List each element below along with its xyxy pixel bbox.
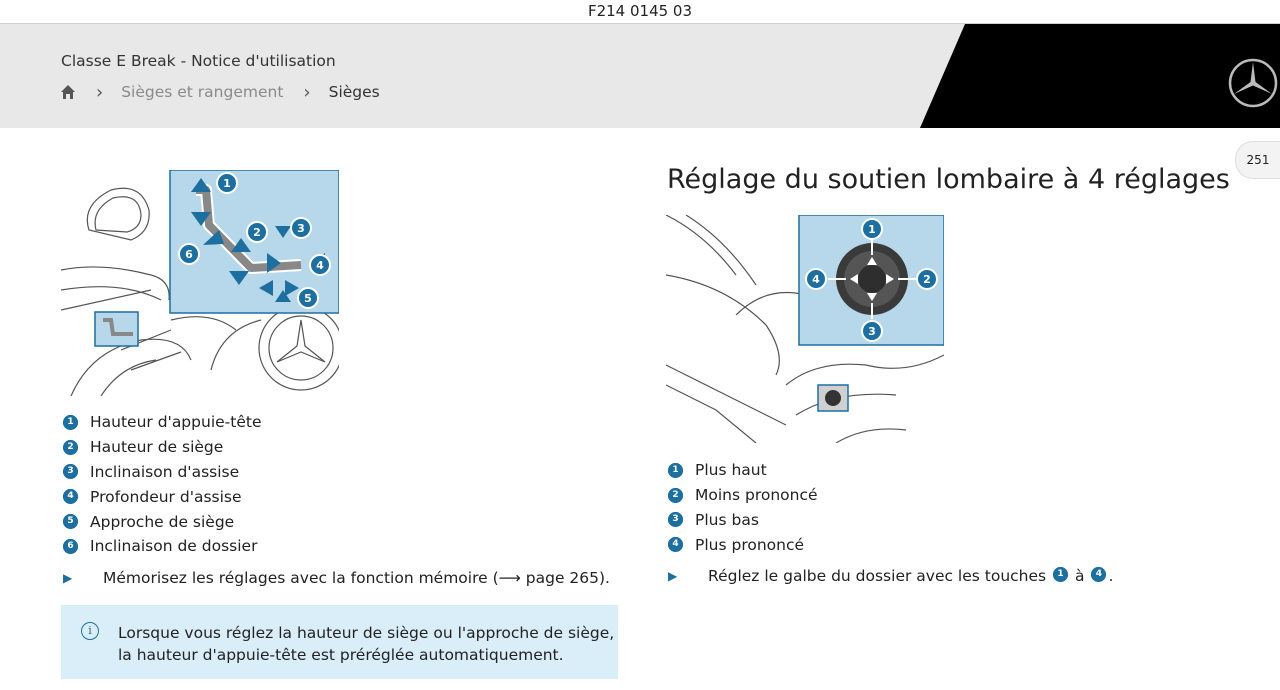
callout-5: 5 [304,292,312,305]
list-item [63,484,261,509]
list-item [668,508,818,533]
info-text: Lorsque vous réglez la hauteur de siège ou l'approche de siège, la hauteur d'appuie-tête est préréglée automatiquement. [118,624,615,664]
seat-controls-legend [63,410,261,559]
list-item [63,435,261,460]
list-item-label: Plus prononcé [695,535,805,554]
list-item [668,532,818,557]
callout-2: 2 [253,226,261,239]
header-bar [0,23,1280,128]
callout-1: 1 [223,177,231,190]
lumbar-legend [668,458,818,557]
list-item [63,509,261,534]
number-badge: 2 [63,440,78,455]
number-badge: 1 [668,463,683,478]
section-title: Réglage du soutien lombaire à 4 réglages [667,164,1230,195]
play-triangle-icon: ▶ [63,571,73,585]
breadcrumb-item-seats: Sièges [328,83,380,101]
callout-3: 3 [868,325,876,338]
lumbar-step-text: Réglez le galbe du dossier avec les touches [708,567,1047,585]
memory-step [63,567,610,589]
list-item-label: Plus haut [695,461,767,480]
callout-4: 4 [316,259,324,272]
list-item [63,410,261,435]
page-number-tab: 251 [1235,141,1280,179]
list-item-label: Profondeur d'assise [90,487,242,506]
lumbar-step-text: à [1075,567,1085,585]
number-badge: 4 [63,489,78,504]
lumbar-support-illustration [666,215,944,443]
list-item-label: Inclinaison de dossier [90,537,258,556]
mercedes-star-logo [1228,58,1278,108]
manual-title: Classe E Break - Notice d'utilisation [61,52,336,70]
number-badge: 1 [63,415,78,430]
callout-2: 2 [923,273,931,286]
chevron-right-icon: › [303,81,311,103]
home-icon[interactable] [60,84,76,100]
chevron-right-icon: › [96,81,104,103]
list-item-label: Moins prononcé [695,486,818,505]
lumbar-step-text: . [1108,567,1114,585]
play-triangle-icon: ▶ [668,569,678,583]
list-item-label: Hauteur de siège [90,438,224,457]
number-badge: 5 [63,514,78,529]
info-icon: i [81,622,99,640]
number-badge: 2 [668,488,683,503]
document-code: F214 0145 03 [587,2,693,20]
callout-6: 6 [185,248,193,261]
seat-controls-illustration [61,170,339,396]
number-badge: 3 [668,512,683,527]
number-badge: 6 [63,539,78,554]
number-badge: 4 [1091,567,1106,582]
list-item-label: Inclinaison d'assise [90,462,240,481]
callout-1: 1 [868,223,876,236]
list-item [668,458,818,483]
info-box [61,605,618,679]
number-badge: 1 [1053,567,1068,582]
number-badge: 4 [668,537,683,552]
list-item [668,483,818,508]
callout-3: 3 [297,222,305,235]
lumbar-step [668,565,1113,587]
list-item [63,460,261,485]
list-item-label: Approche de siège [90,512,235,531]
breadcrumb-item-seats-storage[interactable]: Sièges et rangement [121,83,284,101]
list-item-label: Hauteur d'appuie-tête [90,413,262,432]
memory-step-text[interactable]: Mémorisez les réglages avec la fonction mémoire (⟶ page 265). [103,569,610,587]
list-item-label: Plus bas [695,510,759,529]
number-badge: 3 [63,464,78,479]
list-item [63,534,261,559]
brand-band [920,24,1280,128]
callout-4: 4 [812,273,820,286]
breadcrumb [60,80,380,104]
